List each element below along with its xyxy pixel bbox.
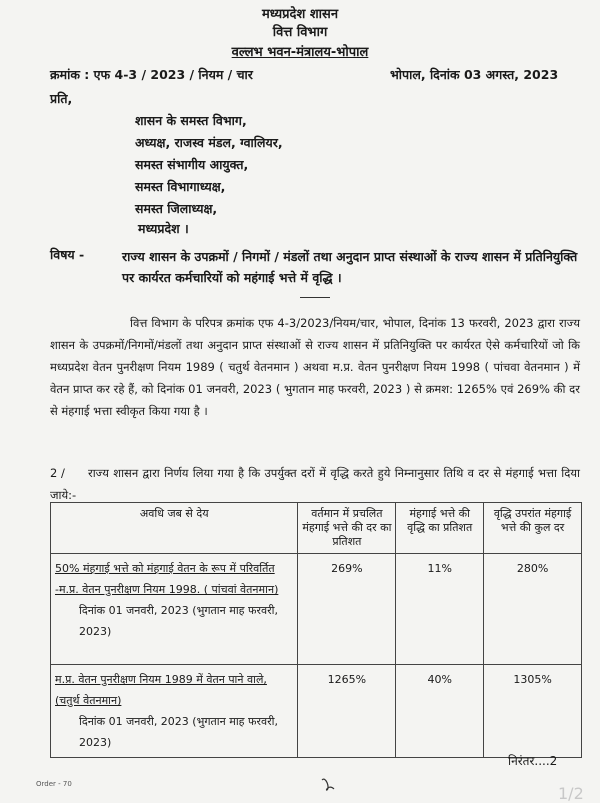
col-header-increase: मंहगाई भत्ते की वृद्धि का प्रतिशत: [396, 503, 484, 554]
col-header-period: अवधि जब से देय: [51, 503, 298, 554]
col-header-total: वृद्धि उपरांत मंहगाई भत्ते की कुल दर: [484, 503, 582, 554]
reference-number: क्रमांक : एफ 4-3 / 2023 / नियम / चार: [50, 67, 253, 82]
paragraph-number: 2 /: [50, 466, 65, 480]
subject-label: विषय -: [50, 247, 85, 262]
period-cell: [51, 554, 298, 665]
order-number: Order - 70: [36, 780, 72, 788]
effective-date: दिनांक 01 जनवरी, 2023 (भुगतान माह फरवरी, 2023): [79, 604, 278, 638]
place-date: भोपाल, दिनांक 03 अगस्त, 2023: [390, 67, 559, 82]
da-rate-table: [50, 502, 582, 758]
current-rate-cell: 269%: [298, 554, 396, 665]
recipient-line: समस्त विभागाध्यक्ष,: [135, 179, 226, 194]
header-address: वल्लभ भवन-मंत्रालय-भोपाल: [231, 45, 369, 60]
addressee-label: प्रति,: [50, 91, 73, 106]
col-header-current: वर्तमान में प्रचलित मंहगाई भत्ते की दर का प्रतिशत: [298, 503, 396, 554]
total-rate-cell: 280%: [484, 554, 582, 665]
pay-scale-description: म.प्र. वेतन पुनरीक्षण नियम 1989 में वेतन पाने वाले, (चतुर्थ वेतनमान): [55, 673, 267, 707]
paragraph-2: [50, 462, 580, 506]
increase-rate-cell: 11%: [396, 554, 484, 665]
page-number: 1/2: [558, 784, 584, 803]
header-department: वित्त विभाग: [272, 25, 328, 40]
recipient-line: समस्त संभागीय आयुक्त,: [135, 157, 249, 172]
recipient-line: मध्यप्रदेश ।: [138, 221, 189, 236]
current-rate-cell: 1265%: [298, 665, 396, 758]
header-government: मध्यप्रदेश शासन: [261, 7, 339, 22]
recipient-line: समस्त जिलाध्यक्ष,: [135, 201, 218, 216]
recipient-line: अध्यक्ष, राजस्व मंडल, ग्वालियर,: [135, 135, 283, 150]
continued-marker: निरंतर....2: [508, 754, 558, 768]
paragraph-1: वित्त विभाग के परिपत्र क्रमांक एफ 4-3/2023/नियम/चार, भोपाल, दिनांक 13 फरवरी, 2023 द्वारा राज्य शासन के उपक्रमों/निगमों/मंडलों तथा अनुदान प्राप्त संस्थाओं से राज्य शासन में प्रतिनियुक्ति पर कार्यरत ऐसे कर्मचारियों जो कि मध्यप्रदेश वेतन पुनरीक्षण नियम 1989 ( चतुर्थ वेतनमान ) अथवा म.प्र. वेतन पुनरीक्षण नियम 1998 ( पांचवा वेतनमान ) में वेतन प्राप्त कर रहे हैं, को दिनांक 01 जनवरी, 2023 ( भुगतान माह फरवरी, 2023 ) से क्रमश: 1265% एवं 269% की दर से मंहगाई भत्ता स्वीकृत किया गया है ।: [50, 316, 580, 418]
recipient-line: शासन के समस्त विभाग,: [135, 113, 247, 128]
period-cell: [51, 665, 298, 758]
signature-mark: [318, 774, 338, 794]
divider: [300, 297, 330, 298]
paragraph-2-text: राज्य शासन द्वारा निर्णय लिया गया है कि उपर्युक्त दरों में वृद्धि करते हुये निम्नानुसार तिथि व दर से मंहगाई भत्ता दिया जाये:-: [50, 466, 580, 502]
table-row: [51, 665, 582, 758]
table-header-row: [51, 503, 582, 554]
pay-scale-description: 50% मंहगाई भत्ते को मंहगाई वेतन के रूप में परिवर्तित -म.प्र. वेतन पुनरीक्षण नियम 1998. ( पांचवां वेतनमान): [55, 562, 279, 596]
total-rate-cell: 1305%: [484, 665, 582, 758]
subject-text: राज्य शासन के उपक्रमों / निगमों / मंडलों तथा अनुदान प्राप्त संस्थाओं के राज्य शासन में प्रतिनियुक्ति पर कार्यरत कर्मचारियों को महंगाई भत्ते में वृद्धि ।: [122, 249, 578, 285]
increase-rate-cell: 40%: [396, 665, 484, 758]
table-row: [51, 554, 582, 665]
effective-date: दिनांक 01 जनवरी, 2023 (भुगतान माह फरवरी, 2023): [79, 715, 278, 749]
